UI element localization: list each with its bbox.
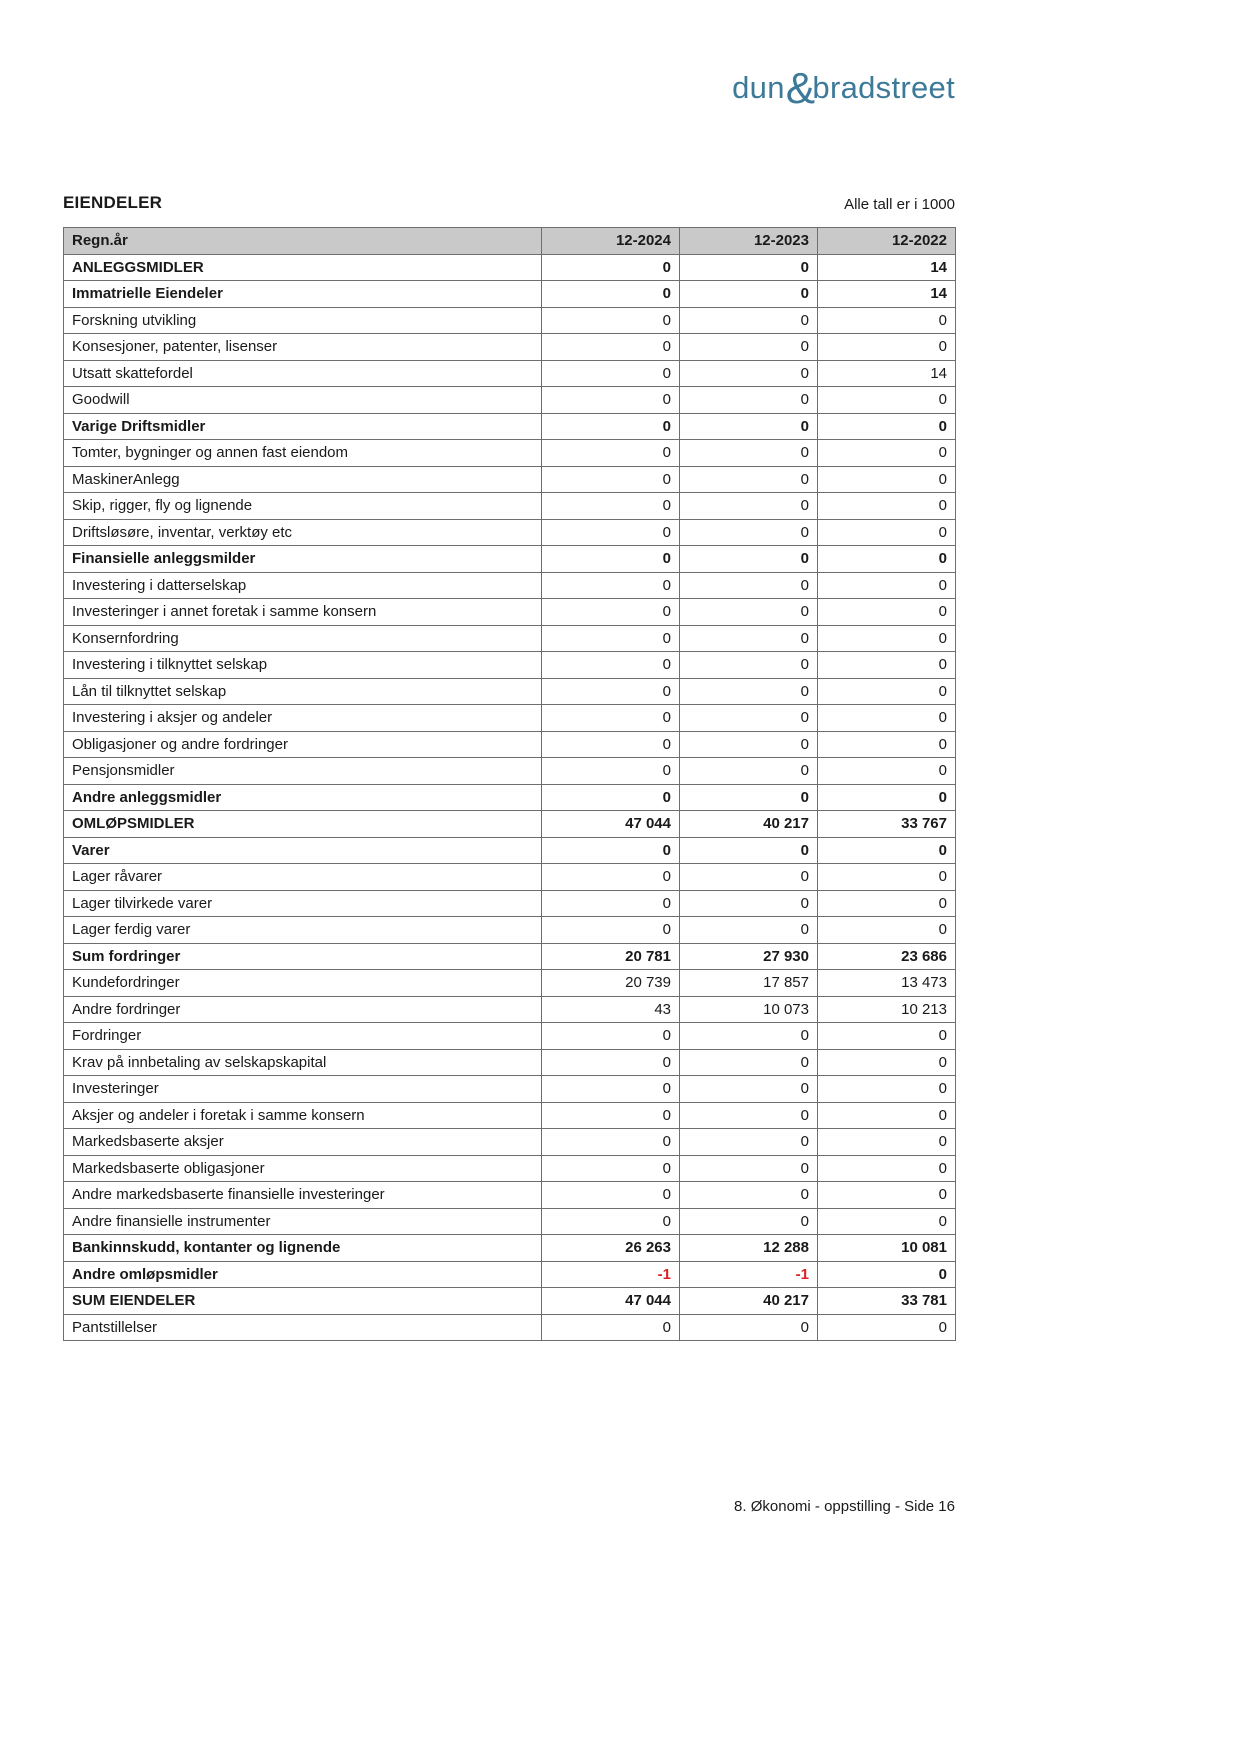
value-cell: 14 [818, 360, 956, 387]
table-row [64, 1076, 956, 1103]
row-label: Lager tilvirkede varer [64, 890, 542, 917]
row-label: Lån til tilknyttet selskap [64, 678, 542, 705]
row-label: Markedsbaserte aksjer [64, 1129, 542, 1156]
value-cell: 0 [818, 678, 956, 705]
value-cell: 13 473 [818, 970, 956, 997]
value-cell: 0 [680, 572, 818, 599]
value-cell: 0 [542, 1314, 680, 1341]
table-row [64, 519, 956, 546]
table-row [64, 731, 956, 758]
value-cell: 20 739 [542, 970, 680, 997]
table-row [64, 705, 956, 732]
value-cell: -1 [680, 1261, 818, 1288]
value-cell: 0 [818, 837, 956, 864]
table-row [64, 546, 956, 573]
row-label: Finansielle anleggsmilder [64, 546, 542, 573]
value-cell: 47 044 [542, 811, 680, 838]
value-cell: 0 [542, 837, 680, 864]
row-label: SUM EIENDELER [64, 1288, 542, 1315]
value-cell: 0 [542, 1023, 680, 1050]
value-cell: 0 [680, 546, 818, 573]
value-cell: 0 [818, 572, 956, 599]
value-cell: 0 [542, 758, 680, 785]
value-cell: 17 857 [680, 970, 818, 997]
value-cell: 0 [818, 1182, 956, 1209]
table-row [64, 440, 956, 467]
value-cell: 0 [818, 1076, 956, 1103]
table-row [64, 1261, 956, 1288]
value-cell: 0 [542, 890, 680, 917]
value-cell: 0 [680, 413, 818, 440]
row-label: Pantstillelser [64, 1314, 542, 1341]
value-cell: 0 [542, 307, 680, 334]
row-label: Goodwill [64, 387, 542, 414]
table-row [64, 1235, 956, 1262]
value-cell: 0 [680, 466, 818, 493]
table-row [64, 784, 956, 811]
value-cell: 26 263 [542, 1235, 680, 1262]
value-cell: 0 [542, 1102, 680, 1129]
row-label: Kundefordringer [64, 970, 542, 997]
value-cell: 0 [680, 1314, 818, 1341]
value-cell: 0 [680, 599, 818, 626]
value-cell: 0 [818, 387, 956, 414]
table-row [64, 334, 956, 361]
value-cell: 0 [818, 1129, 956, 1156]
value-cell: 43 [542, 996, 680, 1023]
value-cell: 0 [818, 519, 956, 546]
value-cell: 0 [542, 784, 680, 811]
value-cell: 0 [680, 1155, 818, 1182]
table-row [64, 360, 956, 387]
value-cell: 0 [542, 466, 680, 493]
value-cell: 0 [542, 864, 680, 891]
value-cell: 0 [818, 625, 956, 652]
row-label: Andre finansielle instrumenter [64, 1208, 542, 1235]
value-cell: 0 [818, 1314, 956, 1341]
table-row [64, 1155, 956, 1182]
value-cell: 0 [542, 652, 680, 679]
column-header-12-2023: 12-2023 [680, 228, 818, 255]
value-cell: 0 [542, 1076, 680, 1103]
value-cell: 0 [818, 705, 956, 732]
value-cell: 0 [680, 837, 818, 864]
value-cell: 0 [542, 334, 680, 361]
row-label: Skip, rigger, fly og lignende [64, 493, 542, 520]
value-cell: 0 [542, 917, 680, 944]
row-label: ANLEGGSMIDLER [64, 254, 542, 281]
value-cell: 0 [680, 678, 818, 705]
value-cell: 14 [818, 281, 956, 308]
value-cell: 0 [818, 1023, 956, 1050]
value-cell: 0 [818, 758, 956, 785]
value-cell: 0 [818, 599, 956, 626]
value-cell: 0 [542, 599, 680, 626]
value-cell: 10 073 [680, 996, 818, 1023]
row-label: Andre markedsbaserte finansielle investeringer [64, 1182, 542, 1209]
value-cell: 0 [818, 307, 956, 334]
title-line [63, 193, 955, 213]
value-cell: 0 [818, 917, 956, 944]
value-cell: 0 [542, 1208, 680, 1235]
table-row [64, 811, 956, 838]
value-cell: 0 [542, 1182, 680, 1209]
table-row [64, 387, 956, 414]
row-label: Konsesjoner, patenter, lisenser [64, 334, 542, 361]
table-row [64, 1049, 956, 1076]
row-label: Forskning utvikling [64, 307, 542, 334]
table-row [64, 493, 956, 520]
value-cell: 0 [680, 652, 818, 679]
value-cell: 0 [818, 1208, 956, 1235]
value-cell: 0 [680, 890, 818, 917]
value-cell: 0 [680, 307, 818, 334]
row-label: Krav på innbetaling av selskapskapital [64, 1049, 542, 1076]
value-cell: 0 [542, 625, 680, 652]
table-row [64, 625, 956, 652]
value-cell: 0 [680, 334, 818, 361]
value-cell: 23 686 [818, 943, 956, 970]
row-label: Investering i tilknyttet selskap [64, 652, 542, 679]
column-header-regnaar: Regn.år [64, 228, 542, 255]
page-title: EIENDELER [63, 193, 163, 212]
row-label: Bankinnskudd, kontanter og lignende [64, 1235, 542, 1262]
value-cell: 20 781 [542, 943, 680, 970]
row-label: Varige Driftsmidler [64, 413, 542, 440]
footer-page-label: 8. Økonomi - oppstilling - Side 16 [734, 1498, 955, 1515]
value-cell: 40 217 [680, 1288, 818, 1315]
row-label: Fordringer [64, 1023, 542, 1050]
value-cell: 0 [542, 572, 680, 599]
table-row [64, 413, 956, 440]
value-cell: 0 [818, 784, 956, 811]
value-cell: 0 [680, 625, 818, 652]
value-cell: 0 [818, 1155, 956, 1182]
value-cell: 0 [818, 1049, 956, 1076]
table-row [64, 943, 956, 970]
value-cell: 0 [680, 1102, 818, 1129]
table-body [64, 254, 956, 1341]
table-row [64, 1102, 956, 1129]
value-cell: 0 [680, 864, 818, 891]
value-cell: 0 [680, 1076, 818, 1103]
table-row [64, 1129, 956, 1156]
row-label: Driftsløsøre, inventar, verktøy etc [64, 519, 542, 546]
row-label: Lager ferdig varer [64, 917, 542, 944]
row-label: Andre fordringer [64, 996, 542, 1023]
value-cell: 0 [542, 281, 680, 308]
row-label: Tomter, bygninger og annen fast eiendom [64, 440, 542, 467]
value-cell: 0 [818, 466, 956, 493]
value-cell: 0 [680, 1049, 818, 1076]
value-cell: 0 [542, 678, 680, 705]
value-cell: 47 044 [542, 1288, 680, 1315]
value-cell: 0 [680, 254, 818, 281]
value-cell: 0 [818, 440, 956, 467]
value-cell: 0 [542, 387, 680, 414]
row-label: MaskinerAnlegg [64, 466, 542, 493]
value-cell: 0 [680, 1023, 818, 1050]
value-cell: 0 [818, 652, 956, 679]
value-cell: 0 [542, 1155, 680, 1182]
table-row [64, 758, 956, 785]
value-cell: 27 930 [680, 943, 818, 970]
table-row [64, 917, 956, 944]
row-label: Varer [64, 837, 542, 864]
table-row [64, 1288, 956, 1315]
value-cell: -1 [542, 1261, 680, 1288]
row-label: Markedsbaserte obligasjoner [64, 1155, 542, 1182]
table-row [64, 970, 956, 997]
value-cell: 0 [542, 546, 680, 573]
table-row [64, 890, 956, 917]
value-cell: 0 [680, 1208, 818, 1235]
value-cell: 0 [818, 731, 956, 758]
value-cell: 0 [542, 413, 680, 440]
value-cell: 0 [680, 917, 818, 944]
table-header-row [64, 228, 956, 255]
value-cell: 0 [542, 705, 680, 732]
value-cell: 0 [818, 864, 956, 891]
value-cell: 0 [680, 1129, 818, 1156]
table-row [64, 1023, 956, 1050]
table-row [64, 864, 956, 891]
value-cell: 33 767 [818, 811, 956, 838]
value-cell: 0 [680, 519, 818, 546]
value-cell: 40 217 [680, 811, 818, 838]
column-header-12-2022: 12-2022 [818, 228, 956, 255]
value-cell: 0 [542, 519, 680, 546]
table-row [64, 1314, 956, 1341]
value-cell: 0 [680, 705, 818, 732]
logo-text-bradstreet: bradstreet [812, 70, 955, 105]
table-row [64, 1182, 956, 1209]
value-cell: 0 [680, 493, 818, 520]
table-row [64, 254, 956, 281]
value-cell: 0 [680, 440, 818, 467]
logo-text-dun: dun [732, 70, 785, 105]
ampersand-icon: & [785, 64, 816, 113]
value-cell: 0 [818, 493, 956, 520]
value-cell: 0 [818, 546, 956, 573]
row-label: OMLØPSMIDLER [64, 811, 542, 838]
value-cell: 14 [818, 254, 956, 281]
units-note: Alle tall er i 1000 [844, 196, 955, 213]
row-label: Lager råvarer [64, 864, 542, 891]
value-cell: 0 [818, 334, 956, 361]
table-row [64, 466, 956, 493]
row-label: Sum fordringer [64, 943, 542, 970]
value-cell: 10 213 [818, 996, 956, 1023]
value-cell: 33 781 [818, 1288, 956, 1315]
table-row [64, 281, 956, 308]
value-cell: 0 [818, 413, 956, 440]
table-row [64, 1208, 956, 1235]
row-label: Pensjonsmidler [64, 758, 542, 785]
value-cell: 0 [818, 890, 956, 917]
table-row [64, 572, 956, 599]
value-cell: 0 [542, 1049, 680, 1076]
column-header-12-2024: 12-2024 [542, 228, 680, 255]
value-cell: 0 [818, 1102, 956, 1129]
value-cell: 0 [680, 360, 818, 387]
table-row [64, 599, 956, 626]
value-cell: 0 [680, 784, 818, 811]
value-cell: 0 [680, 758, 818, 785]
value-cell: 0 [680, 281, 818, 308]
value-cell: 0 [542, 731, 680, 758]
value-cell: 0 [542, 1129, 680, 1156]
row-label: Utsatt skattefordel [64, 360, 542, 387]
row-label: Investering i aksjer og andeler [64, 705, 542, 732]
dun-bradstreet-logo [63, 64, 955, 113]
row-label: Andre omløpsmidler [64, 1261, 542, 1288]
row-label: Investering i datterselskap [64, 572, 542, 599]
table-row [64, 307, 956, 334]
row-label: Konsernfordring [64, 625, 542, 652]
table-row [64, 996, 956, 1023]
table-row [64, 678, 956, 705]
value-cell: 0 [680, 731, 818, 758]
row-label: Immatrielle Eiendeler [64, 281, 542, 308]
row-label: Investeringer i annet foretak i samme konsern [64, 599, 542, 626]
row-label: Obligasjoner og andre fordringer [64, 731, 542, 758]
value-cell: 0 [542, 254, 680, 281]
row-label: Investeringer [64, 1076, 542, 1103]
row-label: Andre anleggsmidler [64, 784, 542, 811]
value-cell: 0 [680, 387, 818, 414]
value-cell: 0 [680, 1182, 818, 1209]
table-row [64, 837, 956, 864]
value-cell: 0 [542, 493, 680, 520]
value-cell: 0 [542, 440, 680, 467]
value-cell: 10 081 [818, 1235, 956, 1262]
value-cell: 0 [542, 360, 680, 387]
table-row [64, 652, 956, 679]
row-label: Aksjer og andeler i foretak i samme konsern [64, 1102, 542, 1129]
assets-table [63, 227, 956, 1341]
value-cell: 0 [818, 1261, 956, 1288]
value-cell: 12 288 [680, 1235, 818, 1262]
